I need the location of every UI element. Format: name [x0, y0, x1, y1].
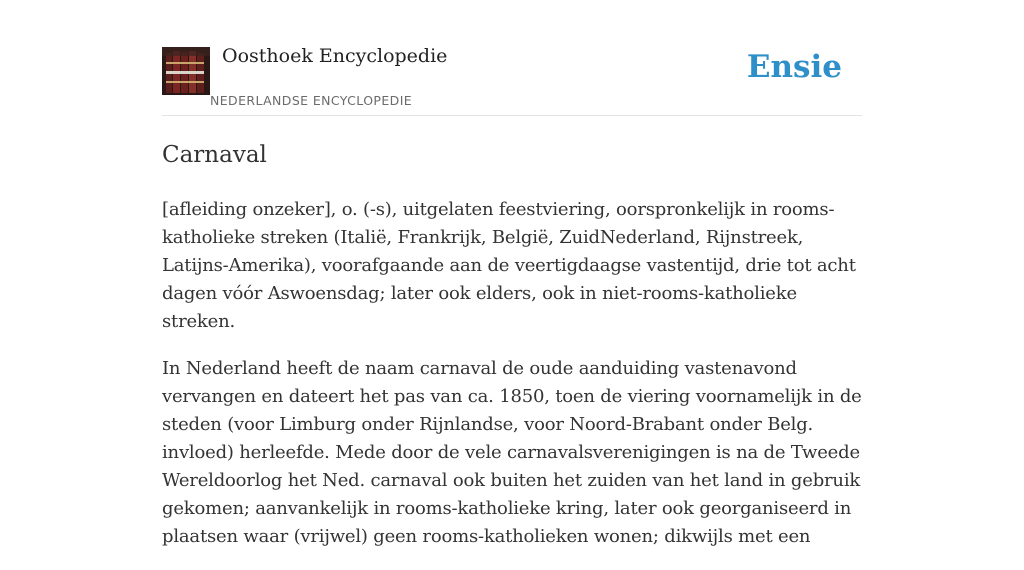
article-paragraph-2: In Nederland heeft de naam carnaval de oude aanduiding vastenavond vervangen en dateert het pas van ca. 1850, toen de viering voornamelijk in de steden (voor Limburg onder Rijnlandse, voor Noord-Brabant onder Belg. invloed) herleefde. Mede door de vele carnavalsverenigingen is na de Tweede Wereldoorlog het Ned. carnaval ook buiten het zuiden van het land in gebruik gekomen; aanvankelijk in rooms-katholieke kring, later ook georganiseerd in plaatsen waar (vrijwel) geen rooms-katholieken wonen; dikwijls met een	[162, 358, 862, 547]
article-title: Carnaval	[162, 142, 267, 168]
encyclopedia-books-icon[interactable]	[162, 47, 210, 95]
site-subtitle: NEDERLANDSE ENCYCLOPEDIE	[210, 93, 413, 108]
article	[162, 136, 864, 570]
article-paragraph-1: [afleiding onzeker], o. (-s), uitgelaten feestviering, oorspronkelijk in rooms-katholieke streken (Italië, Frankrijk, België, ZuidNederland, Rijnstreek, Latijns-Amerika), voorafgaande aan de veertigdaagse vastentijd, drie tot acht dagen vóór Aswoensdag; later ook elders, ook in niet-rooms-katholieke streken.	[162, 199, 856, 332]
ensie-logo-link[interactable]: Ensie	[746, 49, 842, 85]
site-name-link[interactable]: Oosthoek Encyclopedie	[222, 45, 448, 67]
site-header	[162, 0, 862, 116]
